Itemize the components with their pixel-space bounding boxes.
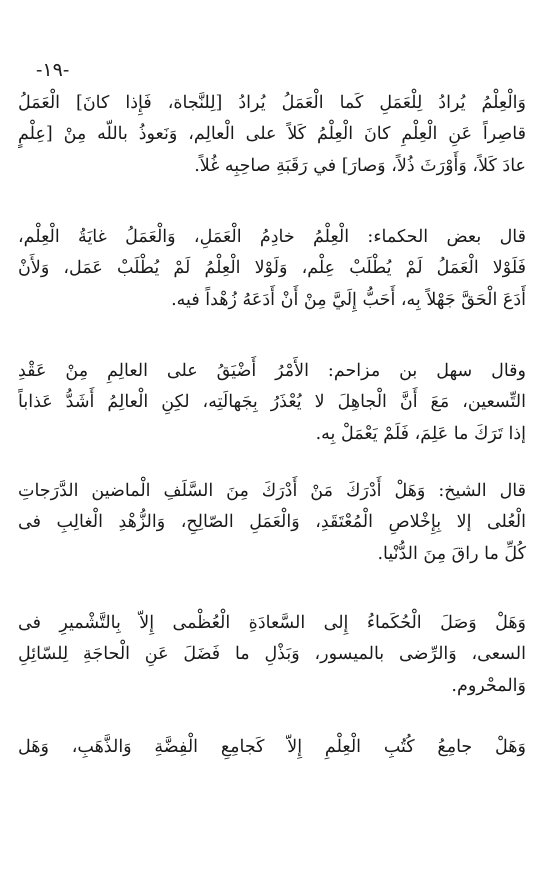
paragraph-6 — [18, 732, 526, 763]
page-number: -١٩- — [36, 59, 70, 81]
text-line: كُلِّ ما راقَ مِنَ الدُّنْيا. — [377, 543, 526, 564]
text-line: عادَ كَلاً، وَأَوْرَثَ ذُلاً، وَصارَ] في رَقَبَةِ صاحِبِه غُلاً. — [194, 155, 526, 176]
paragraph-2 — [18, 222, 526, 316]
text-line: فَلَوْلا الْعَمَلُ لَمْ يُطْلَبْ عِلْم، وَلَوْلا الْعِلْمُ لَمْ يُطْلَبْ عَمَل، وَلأَنْ — [18, 258, 526, 279]
text-line: وَهَلْ جامِعُ كُتُبِ الْعِلْمِ إِلاّ كَجامِعِ الْفِضَّةِ وَالذَّهَبِ، وَهَل — [18, 737, 526, 757]
text-line: أَدَعَ الْحَقَّ جَهْلاً بِه، أَحَبُّ إِلَيَّ مِنْ أَنْ أَدَعَهُ زُهْداً فيه. — [171, 289, 526, 310]
text-line: قال الشيخ: وَهَلْ أَدْرَكَ مَنْ أَدْرَكَ مِنَ السَّلَفِ الْماضين الدَّرَجاتِ — [18, 481, 526, 501]
text-line: التِّسعين، مَعَ أَنَّ الْجاهِلَ لا يُعْذَرُ بِجَهالَتِه، لكِنِ الْعالِمُ أَشَدُّ عَذاباً — [18, 392, 526, 413]
text-line: وَالمحْروم. — [451, 675, 526, 696]
text-line: وَالْعِلْمُ يُرادُ لِلْعَمَلِ كَما الْعَمَلُ يُرادُ [لِلنَّجاة، فَإِذا كانَ] الْعَمَلُ — [18, 93, 526, 113]
text-line: وَهَلْ وَصَلَ الْحُكَماءُ إِلى السَّعادَةِ الْعُظْمى إِلاّ بِالتَّشْميرِ فى — [18, 613, 526, 633]
text-line: قاصِراً عَنِ الْعِلْمِ كانَ الْعِلْمُ كَلاً على الْعالِم، وَنَعوذُ باللّه مِنْ [عِلْمٍ — [18, 124, 526, 145]
text-line: إذا تَرَكَ ما عَلِمَ، فَلَمْ يَعْمَلْ بِه. — [315, 423, 526, 444]
text-line: وقال سهل بن مزاحم: الأَمْرُ أَضْيَقُ على العالِمِ مِنْ عَقْدِ — [18, 361, 526, 381]
paragraph-1 — [18, 88, 526, 182]
text-line: السعى، وَالرِّضى بالميسور، وَبَذْلِ ما فَضَلَ عَنِ الْحاجَةِ لِلسّائِلِ — [18, 644, 526, 665]
paragraph-5 — [18, 608, 526, 702]
paragraph-3 — [18, 356, 526, 450]
text-line: قال بعض الحكماء: الْعِلْمُ خادِمُ الْعَمَلِ، وَالْعَمَلُ غايَةُ الْعِلْم، — [18, 227, 526, 247]
paragraph-4 — [18, 476, 526, 570]
text-line: الْعُلى إلا بِإِخْلاصِ الْمُعْتَقَدِ، وَالْعَمَلِ الصّالِحِ، وَالزُّهْدِ الْغالِبِ فى — [18, 512, 526, 533]
